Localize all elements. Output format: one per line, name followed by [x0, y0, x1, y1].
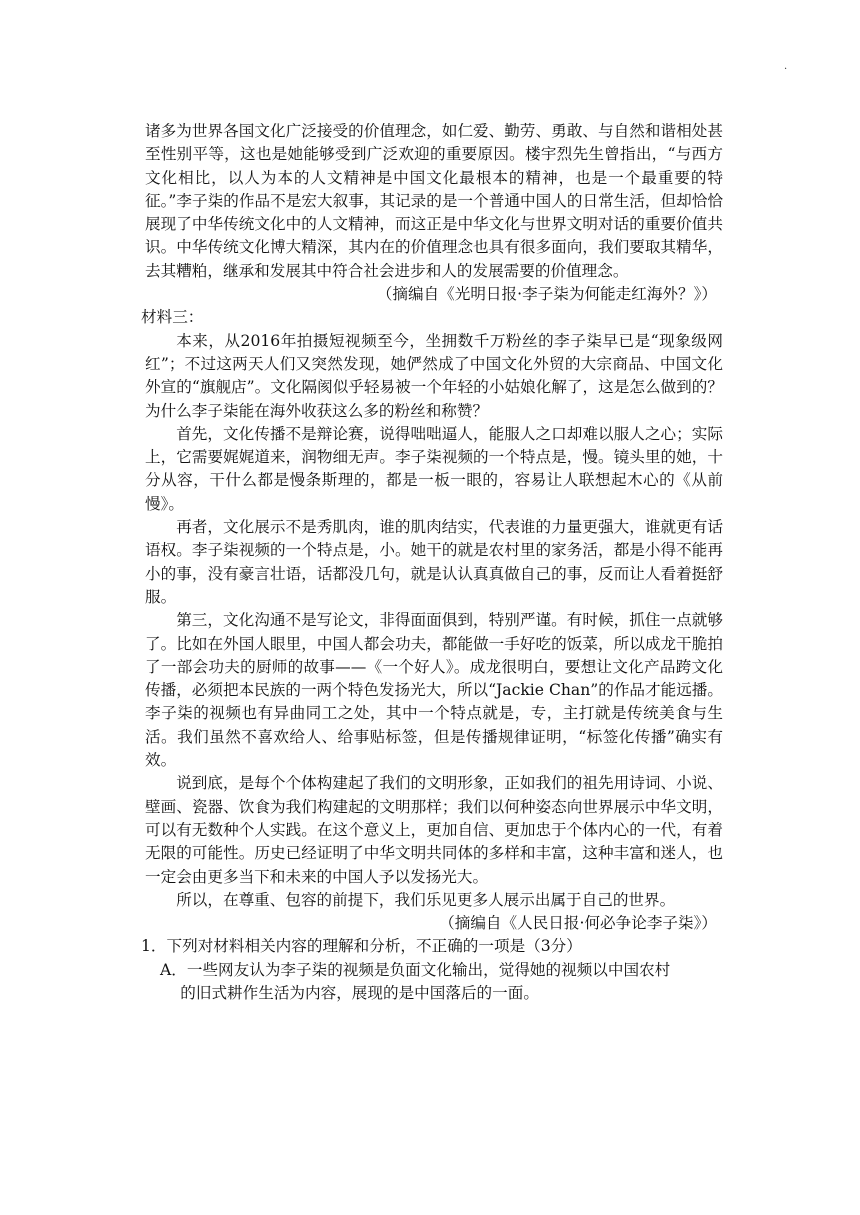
- material-3-source: （摘编自《人民日报·何必争论李子柒》）: [439, 914, 717, 933]
- material-3-paragraph-1: 本来，从2016年拍摄短视频至今，坐拥数千万粉丝的李子柒早已是“现象级网红”；不过这两天人们又突然发现，她俨然成了中国文化外贸的大宗商品、中国文化外宣的“旗舰店”。文化隔阂似乎轻易被一个年轻的小姑娘化解了，这是怎么做到的？为什么李子柒能在海外收获这么多的粉丝和称赞？: [145, 331, 723, 420]
- question-1-stem: 1．下列对材料相关内容的理解和分析，不正确的一项是（3分）: [141, 937, 582, 956]
- question-1: [141, 935, 723, 1005]
- option-a-line-2: 的旧式耕作生活为内容，展现的是中国落后的一面。: [180, 983, 539, 1002]
- material-3-label: 材料三：: [141, 308, 204, 327]
- document-body: [141, 120, 723, 1005]
- material-3-paragraph-5: 说到底，是每个个体构建起了我们的文明形象，正如我们的祖先用诗词、小说、壁画、瓷器、饮食为我们构建起的文明那样；我们以何种姿态向世界展示中华文明，可以有无数种个人实践。在这个意义上，更加自信、更加忠于个体内心的一代，有着无限的可能性。历史已经证明了中华文明共同体的多样和丰富，这种丰富和迷人，也一定会由更多当下和未来的中国人予以发扬光大。: [145, 774, 723, 886]
- page-marker: .: [784, 61, 788, 72]
- material-2-tail: [145, 120, 723, 306]
- material-3-paragraph-4: 第三，文化沟通不是写论文，非得面面俱到，特别严谨。有时候，抓住一点就够了。比如在外国人眼里，中国人都会功夫，都能做一手好吃的饭菜，所以成龙干脆拍了一部会功夫的厨师的故事——《一个好人》。成龙很明白，要想让文化产品跨文化传播，必须把本民族的一两个特色发扬光大，所以“Jackie Chan”的作品才能远播。李子柒的视频也有异曲同工之处，其中一个特点就是，专，主打就是传统美食与生活。我们虽然不喜欢给人、给事贴标签，但是传播规律证明，“标签化传播”确实有效。: [145, 611, 723, 770]
- material-2-paragraph: 诸多为世界各国文化广泛接受的价值理念，如仁爱、勤劳、勇敢、与自然和谐相处甚至性别平等，这也是她能够受到广泛欢迎的重要原因。楼宇烈先生曾指出，“与西方文化相比，以人为本的人文精神是中国文化最根本的精神，也是一个最重要的特征。”李子柒的作品不是宏大叙事，其记录的是一个普通中国人的日常生活，但却恰恰展现了中华传统文化中的人文精神，而这正是中华文化与世界文明对话的重要价值共识。中华传统文化博大精深，其内在的价值理念也具有很多面向，我们要取其精华，去其糟粕，继承和发展其中符合社会进步和人的发展需要的价值理念。: [145, 122, 723, 280]
- option-a-line-1: A．一些网友认为李子柒的视频是负面文化输出，觉得她的视频以中国农村: [160, 960, 671, 979]
- material-3-paragraph-2: 首先，文化传播不是辩论赛，说得咄咄逼人，能服人之口却难以服人之心；实际上，它需要娓娓道来，润物细无声。李子柒视频的一个特点是，慢。镜头里的她，十分从容，干什么都是慢条斯理的，都是一板一眼的，容易让人联想起木心的《从前慢》。: [145, 424, 723, 513]
- material-3: [141, 306, 723, 935]
- material-3-paragraph-6: 所以，在尊重、包容的前提下，我们乐见更多人展示出属于自己的世界。: [176, 890, 676, 909]
- material-2-source: （摘编自《光明日报·李子柒为何能走红海外？》）: [376, 285, 717, 304]
- material-3-paragraph-3: 再者，文化展示不是秀肌肉，谁的肌肉结实，代表谁的力量更强大，谁就更有话语权。李子柒视频的一个特点是，小。她干的就是农村里的家务活，都是小得不能再小的事，没有豪言壮语，话都没几句，就是认认真真做自己的事，反而让人看着挺舒服。: [145, 518, 723, 606]
- question-1-option-a: [160, 959, 723, 1006]
